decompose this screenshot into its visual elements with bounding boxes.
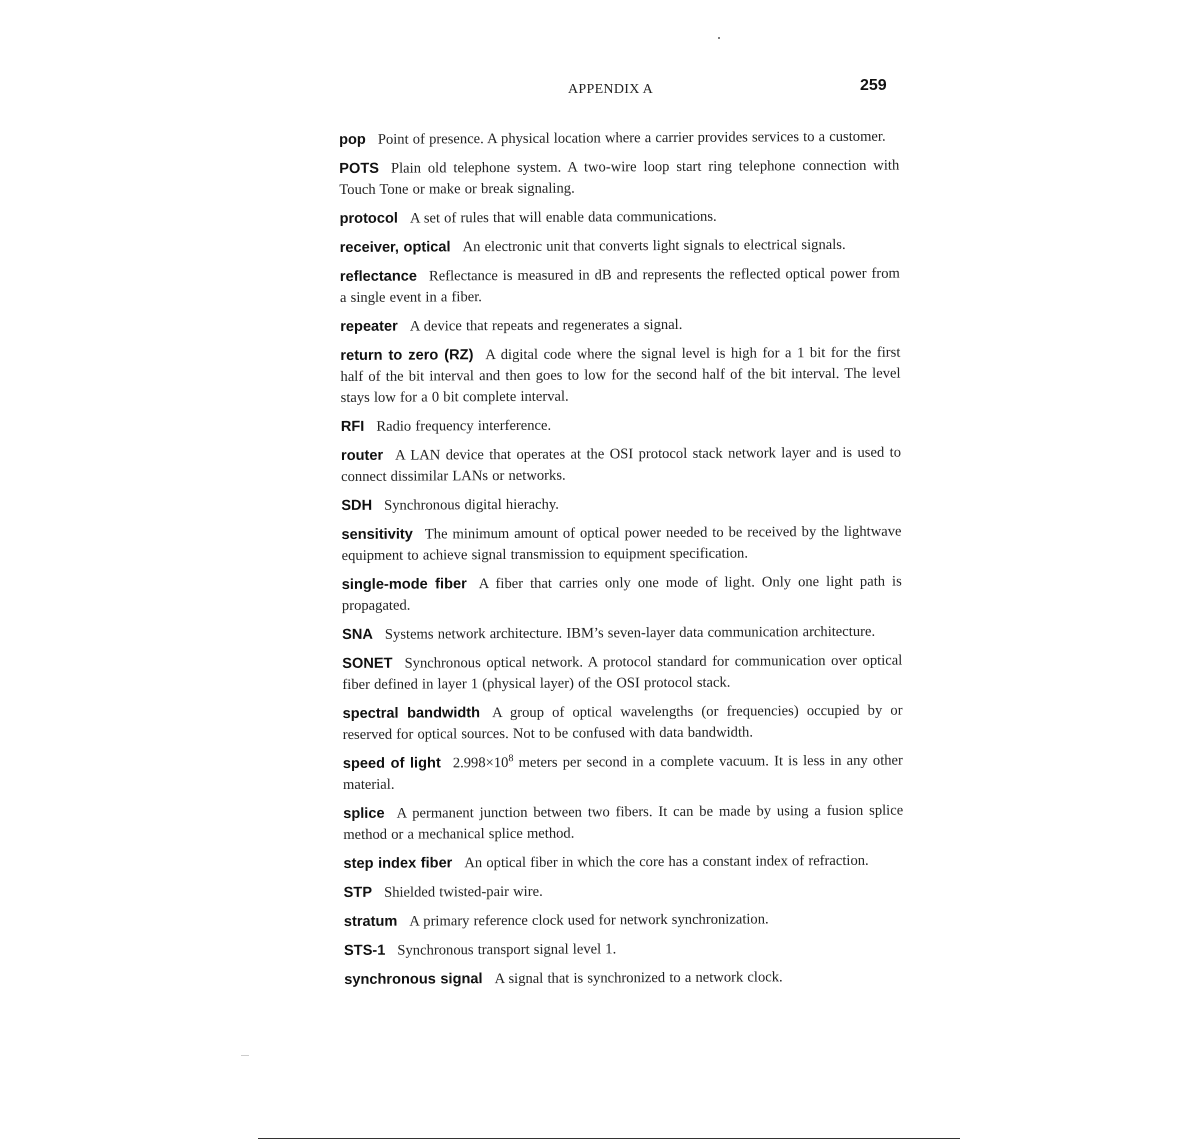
glossary-term: POTS — [339, 160, 380, 177]
glossary-definition: An optical fiber in which the core has a constant index of refraction. — [464, 852, 869, 872]
glossary-definition: A LAN device that operates at the OSI protocol stack network layer and is used to connect dissimilar LANs or networks. — [341, 444, 902, 485]
definition-base: 2.998×10 — [452, 754, 509, 772]
exponent: 8 — [508, 753, 514, 765]
glossary-term: spectral bandwidth — [342, 705, 481, 722]
glossary-definition: A digital code where the signal level is high for a 1 bit for the first half of the bit interval and then goes to low for the second half of the bit interval. The level stays low for a 0 bit complete interval. — [340, 344, 901, 406]
glossary-definition: A device that repeats and regenerates a signal. — [409, 316, 683, 335]
definition-rest: meters per second in a complete vacuum. It is less in any other material. — [342, 752, 903, 793]
glossary-entry — [340, 264, 900, 309]
glossary-definition: Synchronous transport signal level 1. — [397, 941, 617, 959]
glossary-definition: The minimum amount of optical power needed to be received by the lightwave equipment to achieve signal transmission to equipment specification. — [341, 523, 902, 564]
glossary-term: single-mode fiber — [341, 576, 467, 593]
glossary-term: STP — [343, 884, 373, 901]
running-header: APPENDIX A — [568, 82, 654, 97]
glossary-term: reflectance — [339, 268, 418, 285]
glossary-definition: Reflectance is measured in dB and represents the reflected optical power from a single event in a fiber. — [339, 265, 900, 306]
glossary-definition: An electronic unit that converts light signals to electrical signals. — [462, 236, 846, 256]
glossary-entry — [340, 343, 900, 409]
glossary-entry — [339, 156, 899, 201]
glossary-term: synchronous signal — [344, 971, 483, 988]
glossary-definition: A set of rules that will enable data communications. — [409, 208, 717, 227]
scan-mark — [241, 1055, 249, 1056]
glossary-term: splice — [343, 805, 385, 822]
glossary-term: STS-1 — [343, 942, 386, 959]
glossary-entry — [342, 572, 902, 617]
glossary-term: return to zero (RZ) — [340, 347, 474, 364]
glossary-entry — [341, 493, 901, 517]
glossary-definition: Synchronous optical network. A protocol standard for communication over optical fiber defined in layer 1 (physical layer) of the OSI protocol stack. — [342, 652, 903, 693]
page-bottom-rule — [258, 1138, 960, 1139]
glossary-term: step index fiber — [343, 855, 453, 872]
glossary-entry — [339, 206, 899, 230]
glossary-entry — [344, 880, 904, 904]
glossary-term: speed of light — [342, 755, 441, 772]
glossary-entry — [344, 938, 904, 962]
glossary-definition: Systems network architecture. IBM’s seven-layer data communication architecture. — [384, 623, 876, 643]
glossary-definition: Radio frequency interference. — [376, 417, 552, 435]
glossary-term: stratum — [343, 913, 398, 930]
glossary-entry — [341, 414, 901, 438]
glossary-definition: Shielded twisted-pair wire. — [384, 883, 543, 901]
glossary-definition: Synchronous digital hierachy. — [384, 496, 559, 514]
glossary-entry — [340, 314, 900, 338]
glossary-term: RFI — [340, 418, 365, 435]
glossary-entry — [341, 522, 901, 567]
glossary-term: sensitivity — [341, 526, 413, 543]
glossary-entry — [343, 701, 903, 746]
glossary-term: pop — [339, 131, 366, 148]
glossary-term: SONET — [342, 655, 393, 672]
glossary-definition: A primary reference clock used for network synchronization. — [409, 911, 769, 930]
glossary-definition: Plain old telephone system. A two-wire loop start ring telephone connection with Touch Tone or make or break signaling. — [339, 157, 900, 198]
glossary-definition: A group of optical wavelengths (or frequencies) occupied by or reserved for optical sources. Not to be confused with data bandwidth. — [342, 702, 903, 743]
glossary-entry — [344, 967, 904, 991]
scan-speck — [718, 37, 720, 39]
glossary-term: repeater — [340, 318, 398, 335]
glossary-entry — [342, 622, 902, 646]
glossary-entry — [343, 801, 903, 846]
glossary-definition: Point of presence. A physical location where a carrier provides services to a customer. — [377, 128, 886, 148]
glossary-definition: A signal that is synchronized to a network clock. — [494, 969, 783, 988]
page-number: 259 — [860, 77, 887, 94]
glossary-definition: A fiber that carries only one mode of light. Only one light path is propagated. — [341, 573, 902, 614]
glossary-entry — [341, 443, 901, 488]
glossary-term: protocol — [339, 210, 398, 227]
glossary-term: router — [340, 447, 384, 464]
glossary-term: SDH — [341, 497, 373, 514]
glossary-entry — [339, 127, 899, 151]
glossary-entry — [342, 651, 902, 696]
glossary-definition: A permanent junction between two fibers. It can be made by using a fusion splice method or a mechanical splice method. — [343, 802, 904, 843]
glossary-entry — [343, 751, 903, 796]
glossary-list — [339, 127, 904, 999]
glossary-entry — [343, 851, 903, 875]
glossary-term: receiver, optical — [339, 239, 451, 256]
glossary-term: SNA — [342, 626, 373, 643]
glossary-entry — [340, 235, 900, 259]
glossary-entry — [344, 909, 904, 933]
